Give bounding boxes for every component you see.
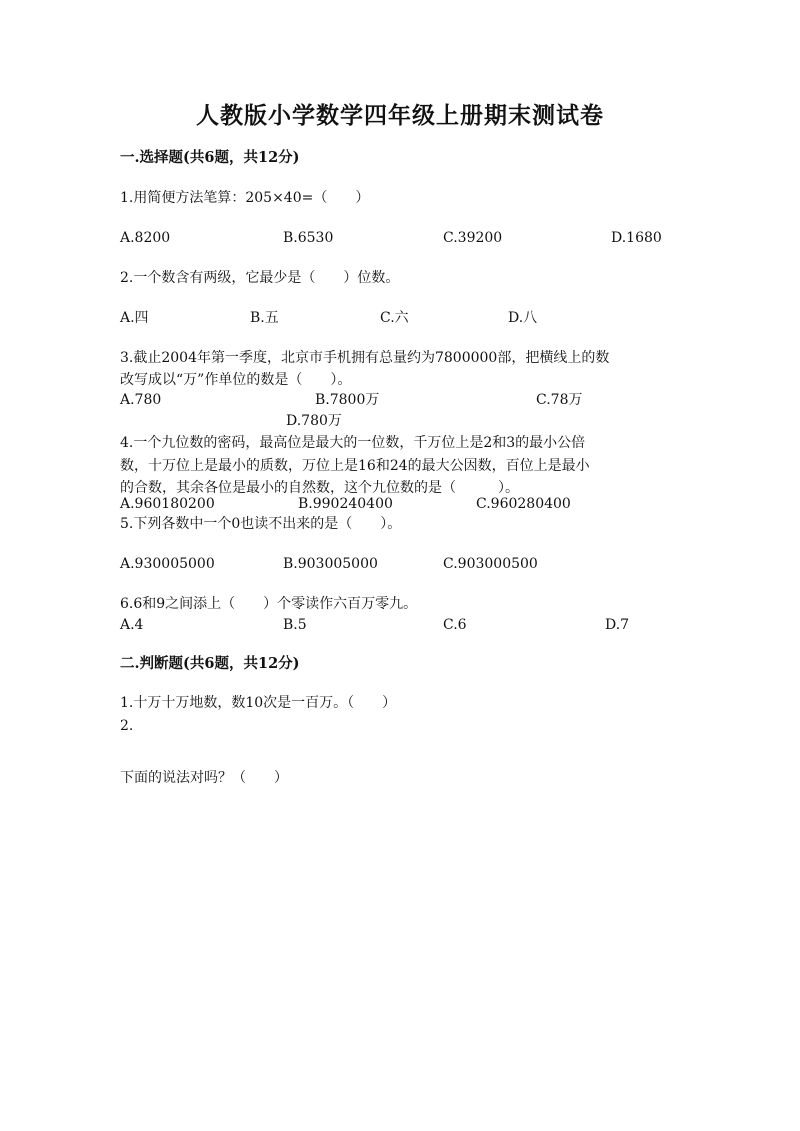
- question-1-option-b: B.6530: [283, 230, 334, 246]
- question-2-option-c: C.六: [380, 310, 409, 326]
- question-6-option-c: C.6: [443, 617, 467, 633]
- question-1-option-a: A.8200: [120, 230, 171, 246]
- judgment-question-1-text: 1.十万十万地数，数10次是一百万。（ ）: [120, 695, 397, 711]
- question-2-text: 2.一个数含有两级，它最少是（ ）位数。: [120, 270, 400, 286]
- question-5-option-a: A.930005000: [120, 556, 215, 572]
- question-1-text: 1.用简便方法笔算：205×40=（ ）: [120, 190, 370, 206]
- question-4-option-a: A.960180200: [120, 496, 215, 512]
- question-3-text-line-2: 改写成以“万”作单位的数是（ ）。: [120, 372, 352, 388]
- question-4-option-c: C.960280400: [476, 496, 571, 512]
- question-5-text: 5.下列各数中一个0也读不出来的是（ ）。: [120, 516, 402, 532]
- question-1-option-d: D.1680: [611, 230, 662, 246]
- question-3-text-line-1: 3.截止2004年第一季度，北京市手机拥有总量约为7800000部，把横线上的数: [120, 350, 610, 366]
- question-5-option-c: C.903000500: [443, 556, 538, 572]
- question-3-option-d: D.780万: [286, 413, 342, 429]
- question-2-option-a: A.四: [120, 310, 149, 326]
- question-4-text-line-3: 的合数，其余各位是最小的自然数，这个九位数的是（ ）。: [120, 480, 519, 496]
- question-4-text-line-1: 4.一个九位数的密码，最高位是最大的一位数，千万位上是2和3的最小公倍: [120, 435, 586, 451]
- question-5-option-b: B.903005000: [283, 556, 378, 572]
- question-4-text-line-2: 数，十万位上是最小的质数，万位上是16和24的最大公因数，百位上是最小: [120, 458, 590, 474]
- question-3-option-a: A.780: [120, 392, 162, 408]
- section-heading-choice: 一.选择题(共6题，共12分): [120, 149, 300, 166]
- question-2-option-d: D.八: [508, 310, 538, 326]
- judgment-question-2-number: 2.: [120, 718, 134, 734]
- page-title: 人教版小学数学四年级上册期末测试卷: [196, 102, 604, 129]
- section-heading-judgment: 二.判断题(共6题，共12分): [120, 655, 300, 672]
- question-1-option-c: C.39200: [443, 230, 503, 246]
- question-3-option-c: C.78万: [536, 392, 583, 408]
- question-6-text: 6.6和9之间添上（ ）个零读作六百万零九。: [120, 596, 418, 612]
- question-6-option-b: B.5: [283, 617, 307, 633]
- question-6-option-d: D.7: [605, 617, 630, 633]
- question-3-option-b: B.7800万: [315, 392, 380, 408]
- question-2-option-b: B.五: [250, 310, 279, 326]
- question-6-option-a: A.4: [120, 617, 144, 633]
- question-4-option-b: B.990240400: [298, 496, 393, 512]
- judgment-question-2-text: 下面的说法对吗？（ ）: [120, 770, 288, 786]
